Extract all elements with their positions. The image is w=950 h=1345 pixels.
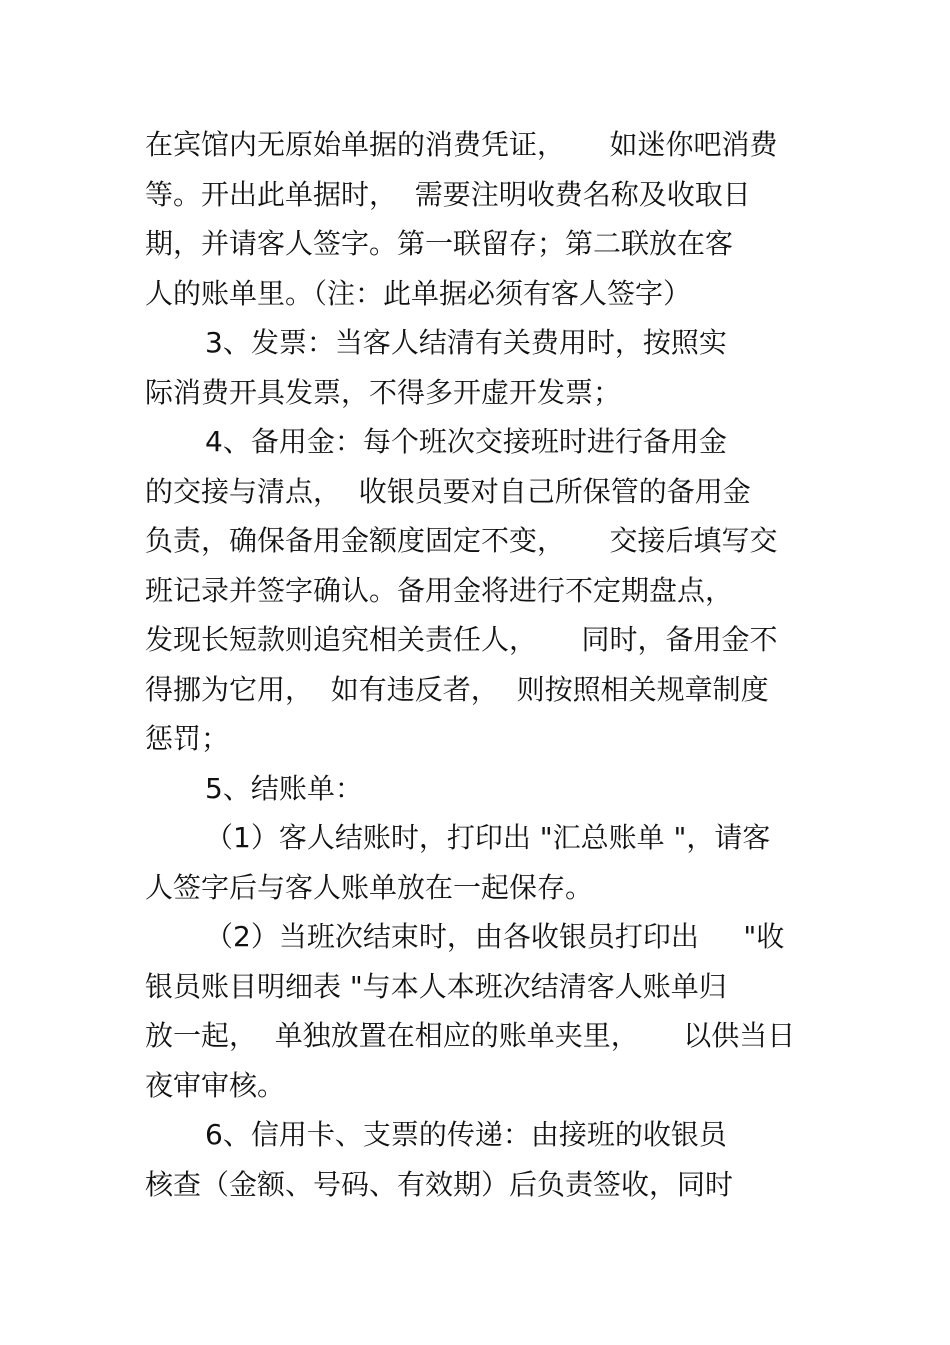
- text-line: 负责，确保备用金额度固定不变， 交接后填写交: [145, 524, 778, 557]
- text-line: 放一起， 单独放置在相应的账单夹里， 以供当日: [145, 1019, 796, 1052]
- text-line: 6、信用卡、支票的传递：由接班的收银员: [205, 1118, 727, 1151]
- text-line: 人签字后与客人账单放在一起保存。: [145, 870, 594, 904]
- text-line: 的交接与清点， 收银员要对自己所保管的备用金: [145, 474, 751, 508]
- text-line: 得挪为它用， 如有违反者， 则按照相关规章制度: [145, 672, 769, 706]
- text-line: 核查（金额、号码、有效期）后负责签收，同时: [145, 1167, 734, 1201]
- text-line: 4、备用金：每个班次交接班时进行备用金: [205, 425, 727, 458]
- text-line: 际消费开具发票，不得多开虚开发票；: [145, 375, 622, 409]
- text-line: 人的账单里。（注：此单据必须有客人签字）: [145, 276, 692, 310]
- text-line: 银员账目明细表 "与本人本班次结清客人账单归: [145, 969, 727, 1003]
- document-body-text: [145, 120, 825, 1209]
- text-line: 夜审审核。: [145, 1068, 286, 1102]
- text-line: （2）当班次结束时，由各收银员打印出 "收: [205, 920, 785, 953]
- text-line: （1）客人结账时，打印出 "汇总账单 "，请客: [205, 821, 771, 854]
- text-line: 等。开出此单据时， 需要注明收费名称及收取日: [145, 177, 751, 211]
- text-line: 惩罚；: [145, 722, 230, 755]
- text-line: 在宾馆内无原始单据的消费凭证， 如迷你吧消费: [145, 128, 778, 161]
- text-line: 期，并请客人签字。第一联留存；第二联放在客: [145, 227, 734, 260]
- text-line: 5、结账单：: [205, 771, 363, 805]
- text-line: 班记录并签字确认。备用金将进行不定期盘点，: [145, 573, 734, 607]
- text-line: 3、发票：当客人结清有关费用时，按照实: [205, 326, 727, 359]
- text-line: 发现长短款则追究相关责任人， 同时，备用金不: [145, 623, 778, 656]
